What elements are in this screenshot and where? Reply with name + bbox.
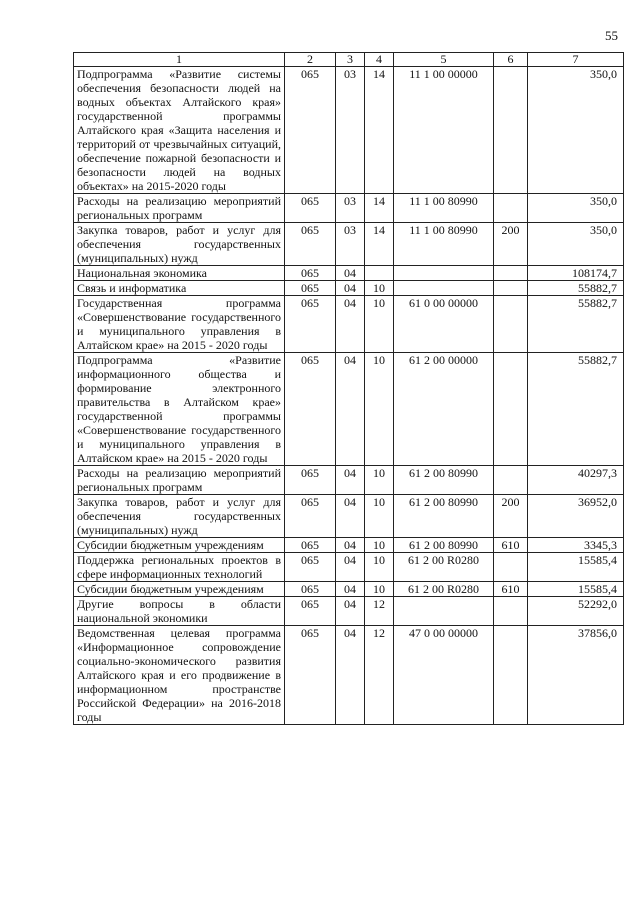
admin-code-cell: 065 bbox=[285, 296, 336, 353]
row-name-cell: Субсидии бюджетным учреждениям bbox=[74, 538, 285, 553]
section-code-cell: 04 bbox=[336, 495, 365, 538]
row-name-cell: Связь и информатика bbox=[74, 281, 285, 296]
amount-cell: 15585,4 bbox=[528, 553, 624, 582]
target-article-cell: 11 1 00 80990 bbox=[394, 194, 494, 223]
expense-type-cell bbox=[494, 266, 528, 281]
target-article-cell: 61 0 00 00000 bbox=[394, 296, 494, 353]
table-row bbox=[74, 597, 624, 626]
amount-cell: 3345,3 bbox=[528, 538, 624, 553]
target-article-cell: 61 2 00 80990 bbox=[394, 538, 494, 553]
section-code-cell: 04 bbox=[336, 353, 365, 466]
subsection-code-cell: 10 bbox=[365, 466, 394, 495]
admin-code-cell: 065 bbox=[285, 281, 336, 296]
row-name-cell: Субсидии бюджетным учреждениям bbox=[74, 582, 285, 597]
expense-type-cell bbox=[494, 626, 528, 725]
amount-cell: 37856,0 bbox=[528, 626, 624, 725]
expense-type-cell bbox=[494, 466, 528, 495]
row-name-cell: Закупка товаров, работ и услуг для обеспечения государственных (муниципальных) нужд bbox=[74, 223, 285, 266]
amount-cell: 36952,0 bbox=[528, 495, 624, 538]
section-code-cell: 04 bbox=[336, 466, 365, 495]
expense-type-cell bbox=[494, 353, 528, 466]
target-article-cell: 61 2 00 00000 bbox=[394, 353, 494, 466]
table-row bbox=[74, 538, 624, 553]
expense-type-cell: 610 bbox=[494, 582, 528, 597]
table-row bbox=[74, 281, 624, 296]
table-row bbox=[74, 194, 624, 223]
target-article-cell: 61 2 00 80990 bbox=[394, 466, 494, 495]
expense-type-cell: 200 bbox=[494, 223, 528, 266]
table-row bbox=[74, 223, 624, 266]
subsection-code-cell: 12 bbox=[365, 597, 394, 626]
section-code-cell: 03 bbox=[336, 194, 365, 223]
section-code-cell: 04 bbox=[336, 582, 365, 597]
amount-cell: 55882,7 bbox=[528, 281, 624, 296]
admin-code-cell: 065 bbox=[285, 353, 336, 466]
column-header: 4 bbox=[365, 53, 394, 67]
page-number: 55 bbox=[605, 28, 618, 43]
target-article-cell bbox=[394, 597, 494, 626]
budget-table bbox=[73, 52, 624, 725]
admin-code-cell: 065 bbox=[285, 597, 336, 626]
expense-type-cell: 610 bbox=[494, 538, 528, 553]
admin-code-cell: 065 bbox=[285, 67, 336, 194]
amount-cell: 55882,7 bbox=[528, 296, 624, 353]
row-name-cell: Государственная программа «Совершенствование государственного и муниципального управления в Алтайском крае» на 2015 - 2020 годы bbox=[74, 296, 285, 353]
table-row bbox=[74, 296, 624, 353]
subsection-code-cell: 10 bbox=[365, 495, 394, 538]
admin-code-cell: 065 bbox=[285, 553, 336, 582]
row-name-cell: Национальная экономика bbox=[74, 266, 285, 281]
admin-code-cell: 065 bbox=[285, 495, 336, 538]
amount-cell: 15585,4 bbox=[528, 582, 624, 597]
amount-cell: 350,0 bbox=[528, 67, 624, 194]
amount-cell: 52292,0 bbox=[528, 597, 624, 626]
expense-type-cell bbox=[494, 194, 528, 223]
expense-type-cell bbox=[494, 553, 528, 582]
amount-cell: 40297,3 bbox=[528, 466, 624, 495]
admin-code-cell: 065 bbox=[285, 626, 336, 725]
target-article-cell: 11 1 00 80990 bbox=[394, 223, 494, 266]
section-code-cell: 03 bbox=[336, 223, 365, 266]
subsection-code-cell: 14 bbox=[365, 194, 394, 223]
target-article-cell: 11 1 00 00000 bbox=[394, 67, 494, 194]
row-name-cell: Подпрограмма «Развитие информационного общества и формирование электронного правительства в Алтайском крае» государственной программы «Совершенствование государственного и муниципального управления в Алтайском крае» на 2015 - 2020 годы bbox=[74, 353, 285, 466]
admin-code-cell: 065 bbox=[285, 582, 336, 597]
section-code-cell: 04 bbox=[336, 538, 365, 553]
row-name-cell: Ведомственная целевая программа «Информационное сопровождение социально-экономического развития Алтайского края и его продвижение в информационном пространстве Российской Федерации» на 2016-2018 годы bbox=[74, 626, 285, 725]
table-row bbox=[74, 266, 624, 281]
table-row bbox=[74, 67, 624, 194]
table-row bbox=[74, 353, 624, 466]
amount-cell: 350,0 bbox=[528, 194, 624, 223]
row-name-cell: Закупка товаров, работ и услуг для обеспечения государственных (муниципальных) нужд bbox=[74, 495, 285, 538]
section-code-cell: 04 bbox=[336, 281, 365, 296]
section-code-cell: 04 bbox=[336, 626, 365, 725]
section-code-cell: 03 bbox=[336, 67, 365, 194]
subsection-code-cell: 14 bbox=[365, 223, 394, 266]
column-header: 6 bbox=[494, 53, 528, 67]
target-article-cell: 61 2 00 80990 bbox=[394, 495, 494, 538]
column-header: 7 bbox=[528, 53, 624, 67]
row-name-cell: Расходы на реализацию мероприятий региональных программ bbox=[74, 466, 285, 495]
subsection-code-cell: 10 bbox=[365, 538, 394, 553]
section-code-cell: 04 bbox=[336, 296, 365, 353]
table-header-row bbox=[74, 53, 624, 67]
table-row bbox=[74, 495, 624, 538]
section-code-cell: 04 bbox=[336, 266, 365, 281]
subsection-code-cell: 14 bbox=[365, 67, 394, 194]
expense-type-cell bbox=[494, 597, 528, 626]
admin-code-cell: 065 bbox=[285, 266, 336, 281]
expense-type-cell bbox=[494, 67, 528, 194]
amount-cell: 55882,7 bbox=[528, 353, 624, 466]
column-header: 5 bbox=[394, 53, 494, 67]
amount-cell: 108174,7 bbox=[528, 266, 624, 281]
subsection-code-cell: 10 bbox=[365, 353, 394, 466]
row-name-cell: Подпрограмма «Развитие системы обеспечения безопасности людей на водных объектах Алтайского края» государственной программы Алтайского края «Защита населения и территорий от чрезвычайных ситуаций, обеспечение пожарной безопасности и безопасности людей на водных объектах» на 2015-2020 годы bbox=[74, 67, 285, 194]
expense-type-cell bbox=[494, 296, 528, 353]
row-name-cell: Поддержка региональных проектов в сфере информационных технологий bbox=[74, 553, 285, 582]
row-name-cell: Расходы на реализацию мероприятий региональных программ bbox=[74, 194, 285, 223]
subsection-code-cell: 10 bbox=[365, 582, 394, 597]
amount-cell: 350,0 bbox=[528, 223, 624, 266]
table-row bbox=[74, 626, 624, 725]
expense-type-cell bbox=[494, 281, 528, 296]
table-body bbox=[74, 67, 624, 725]
subsection-code-cell: 10 bbox=[365, 296, 394, 353]
expense-type-cell: 200 bbox=[494, 495, 528, 538]
subsection-code-cell bbox=[365, 266, 394, 281]
admin-code-cell: 065 bbox=[285, 223, 336, 266]
section-code-cell: 04 bbox=[336, 597, 365, 626]
target-article-cell bbox=[394, 281, 494, 296]
admin-code-cell: 065 bbox=[285, 194, 336, 223]
table-row bbox=[74, 582, 624, 597]
subsection-code-cell: 10 bbox=[365, 281, 394, 296]
subsection-code-cell: 12 bbox=[365, 626, 394, 725]
column-header: 3 bbox=[336, 53, 365, 67]
table-row bbox=[74, 553, 624, 582]
column-header: 2 bbox=[285, 53, 336, 67]
table-row bbox=[74, 466, 624, 495]
target-article-cell: 47 0 00 00000 bbox=[394, 626, 494, 725]
target-article-cell: 61 2 00 R0280 bbox=[394, 582, 494, 597]
row-name-cell: Другие вопросы в области национальной экономики bbox=[74, 597, 285, 626]
column-header: 1 bbox=[74, 53, 285, 67]
target-article-cell bbox=[394, 266, 494, 281]
target-article-cell: 61 2 00 R0280 bbox=[394, 553, 494, 582]
admin-code-cell: 065 bbox=[285, 538, 336, 553]
subsection-code-cell: 10 bbox=[365, 553, 394, 582]
admin-code-cell: 065 bbox=[285, 466, 336, 495]
section-code-cell: 04 bbox=[336, 553, 365, 582]
